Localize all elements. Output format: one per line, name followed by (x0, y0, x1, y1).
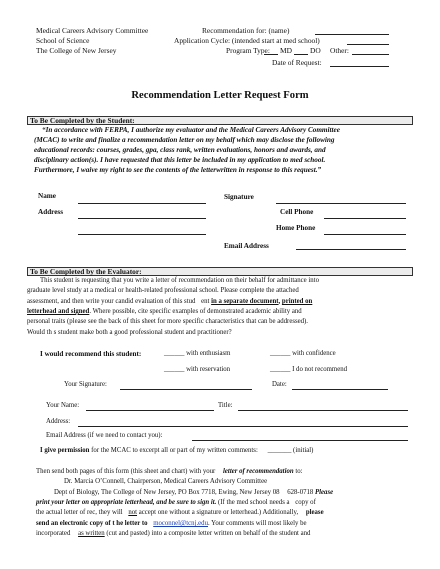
mailing-address (54, 489, 333, 496)
intro-line-3-text: assessment, and then write your candid evaluation of this stud (27, 298, 196, 305)
name-label: Name (38, 192, 56, 200)
as-written-emphasis: as written (78, 530, 105, 537)
letterhead-signed-emphasis: letterhead and signed (27, 308, 90, 315)
permission-line (40, 447, 313, 454)
option-with-enthusiasm[interactable]: ______ with enthusiasm (164, 350, 231, 357)
address-label: Address (38, 208, 64, 216)
cell-phone-field[interactable] (324, 218, 406, 219)
print-letterhead-emphasis: print your letter on appropriate letterhead, and be sure to sign it. (36, 499, 217, 506)
date-label: Date: (272, 381, 287, 388)
composite-letter-text: (cut and pasted) into a composite letter written on behalf of the student and (106, 530, 311, 537)
signature-label: Signature (224, 193, 254, 201)
date-field[interactable] (292, 389, 388, 390)
do-option: DO (310, 46, 321, 55)
signature-requirement-text: the actual letter of rec, they will (36, 509, 123, 516)
program-type-label: Program Type: (226, 46, 270, 55)
electronic-copy-emphasis: send an electronic copy of t he letter to (36, 520, 148, 527)
address-field-2[interactable] (78, 234, 206, 235)
ferpa-statement-line-4: disciplinary action(s). I have requested that this letter be included in my application to med school. (34, 156, 326, 164)
md-option: MD (280, 46, 292, 55)
letterhead-instruction-end: copy of (295, 499, 316, 506)
home-phone-field[interactable] (324, 234, 406, 235)
option-do-not-recommend[interactable]: ______ I do not recommend (270, 366, 348, 373)
date-of-request-field[interactable] (330, 66, 389, 67)
your-name-field[interactable] (86, 410, 214, 411)
student-section-heading: To Be Completed by the Student: (27, 116, 413, 125)
electronic-copy-line (36, 520, 307, 527)
do-checkbox[interactable] (294, 54, 308, 55)
email-address-label: Email Address (224, 242, 269, 250)
permission-initial-field[interactable]: _______ (initial) (267, 447, 314, 454)
ferpa-statement-line-2: (MCAC) to write and finalize a recommendation letter on my behalf which may disclose the following (34, 136, 335, 144)
ferpa-statement-line-1: “In accordance with FERPA, I authorize my evaluator and the Medical Careers Advisory Committee (42, 126, 340, 134)
send-instruction (36, 468, 303, 475)
home-phone-label: Home Phone (276, 224, 316, 232)
ferpa-statement-line-3: educational records: courses, grades, gpa, class rank, written evaluations, honors and awards, and (34, 146, 326, 154)
permission-text: for the MCAC to excerpt all or part of my written comments: (91, 447, 258, 454)
title-field[interactable] (238, 410, 408, 411)
intro-line-4-text: . Where possible, cite specific examples of demonstrated academic ability and (89, 308, 302, 315)
other-field[interactable] (352, 54, 389, 55)
other-label: Other: (330, 46, 349, 55)
permission-emphasis: I give permission (40, 447, 90, 454)
option-with-reservation[interactable]: ______ with reservation (164, 366, 231, 373)
evaluator-email-field[interactable] (192, 440, 408, 441)
evaluator-section-heading: To Be Completed by the Evaluator: (27, 267, 413, 276)
intro-line-3-fragment: ent (201, 298, 210, 305)
committee-name: Medical Careers Advisory Committee (36, 26, 149, 35)
mailing-phone: 628-0718 (287, 489, 314, 496)
recommend-label: I would recommend this student: (40, 350, 142, 358)
intro-line-5: personal traits (please see the back of this sheet for more specific characteristics that can be addressed). (27, 318, 309, 325)
separate-document-emphasis: in a separate document (211, 298, 279, 305)
title-label: Title: (218, 402, 233, 409)
cell-phone-label: Cell Phone (280, 208, 314, 216)
electronic-copy-rest: . Your comments will most likely be (207, 520, 307, 527)
application-cycle-label: Application Cycle: (intended start at med school) (174, 36, 320, 45)
letterhead-instruction-text: (If the med school needs a (218, 499, 290, 506)
not-emphasis: not (128, 509, 138, 516)
mailing-address-text: Dept of Biology, The College of New Jersey, PO Box 7718, Ewing, New Jersey 08 (54, 489, 280, 496)
intro-line-2: graduate level study at a medical or health-related professional school. Please complete the attached (27, 287, 299, 294)
letter-of-recommendation-emphasis: letter of recommendation (223, 468, 294, 475)
evaluator-address-label: Address: (46, 418, 71, 425)
option-with-confidence[interactable]: ______ with confidence (270, 350, 336, 357)
your-name-label: Your Name: (46, 402, 80, 409)
send-text: Then send both pages of this form (this sheet and chart) with your (36, 468, 216, 475)
intro-line-3-comma: , (278, 298, 281, 305)
composite-letter-line (36, 530, 310, 537)
evaluator-address-field[interactable] (78, 426, 408, 427)
chair-name: Dr. Marcia O’Connell, Chairperson, Medical Careers Advisory Committee (64, 478, 268, 485)
address-field-1[interactable] (78, 218, 206, 219)
college-name: The College of New Jersey (36, 46, 117, 55)
signature-requirement (36, 509, 324, 516)
letterhead-instruction (36, 499, 316, 506)
contact-email-link[interactable]: moconnel@tcnj.edu (153, 520, 208, 527)
signature-field[interactable] (276, 203, 406, 204)
date-of-request-label: Date of Request: (272, 58, 322, 67)
evaluator-email-label: Email Address (if we need to contact you): (46, 432, 163, 439)
send-to: to: (295, 468, 303, 475)
signature-requirement-rest: accept one without a signature or letterhead.) Additionally, (138, 509, 299, 516)
page-title: Recommendation Letter Request Form (131, 90, 309, 101)
recommendation-for-field[interactable] (315, 34, 389, 35)
printed-on-emphasis: printed on (281, 298, 313, 305)
school-name: School of Science (36, 36, 90, 45)
please-additionally: please (305, 509, 324, 516)
name-field[interactable] (78, 203, 206, 204)
md-checkbox[interactable] (264, 54, 278, 55)
intro-line-6: Would th s student make both a good professional student and practitioner? (27, 329, 232, 336)
recommendation-for-label: Recommendation for: (name) (202, 26, 290, 35)
intro-line-3 (27, 298, 312, 305)
incorporated-text: incorporated (36, 530, 71, 537)
your-signature-label: Your Signature: (64, 381, 107, 388)
application-cycle-field[interactable] (347, 44, 389, 45)
please-emphasis: Please (315, 489, 334, 496)
intro-line-1: This student is requesting that you write a letter of recommendation on their behalf for admittance into (40, 277, 319, 284)
ferpa-statement-line-5: Furthermore, I waive my right to see the contents of the letterwritten in response to this request.” (34, 166, 322, 174)
email-address-field[interactable] (296, 249, 406, 250)
your-signature-field[interactable] (120, 389, 252, 390)
intro-line-4 (27, 308, 302, 315)
